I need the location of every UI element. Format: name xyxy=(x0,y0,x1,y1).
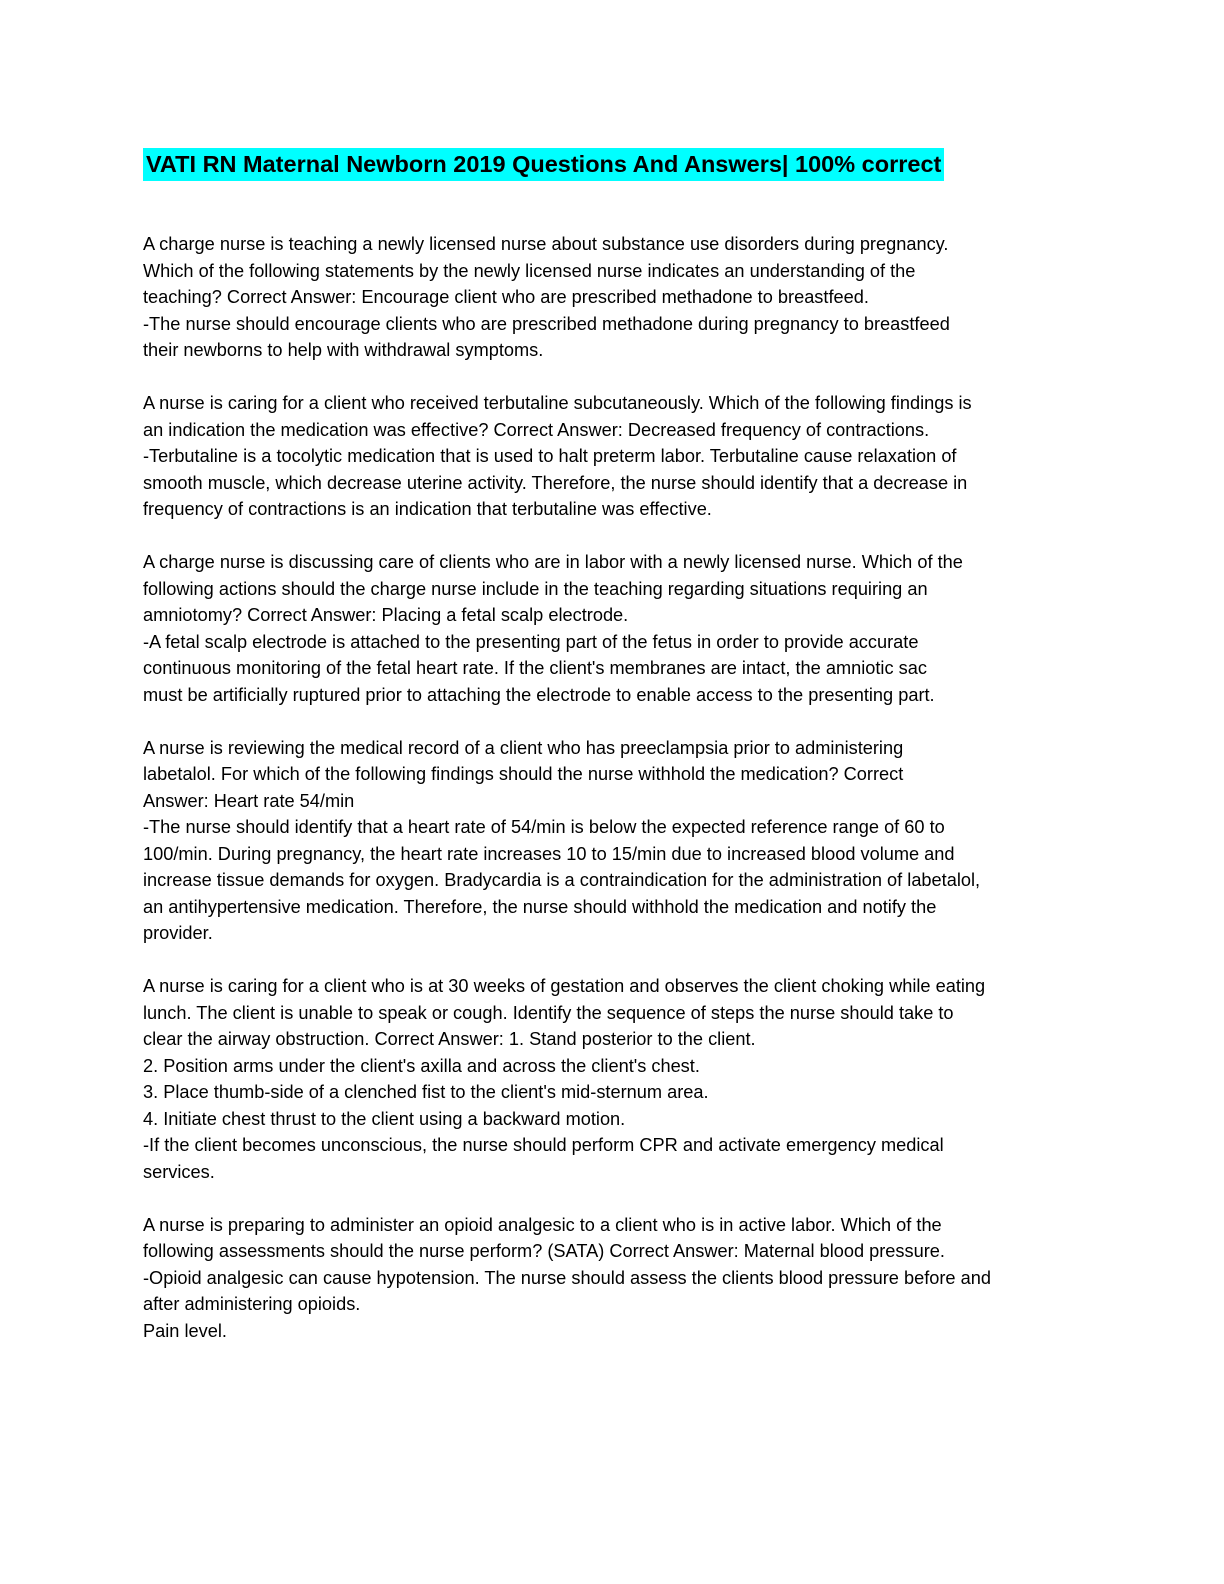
text-line: their newborns to help with withdrawal symptoms. xyxy=(143,340,544,360)
text-line: after administering opioids. xyxy=(143,1294,361,1314)
text-line: 2. Position arms under the client's axilla and across the client's chest. xyxy=(143,1055,700,1076)
text-line: clear the airway obstruction. Correct Answer: 1. Stand posterior to the client. xyxy=(143,1029,756,1049)
text-line: 4. Initiate chest thrust to the client using a backward motion. xyxy=(143,1108,626,1129)
text-line: continuous monitoring of the fetal heart rate. If the client's membranes are intact, the amniotic sac xyxy=(143,658,927,678)
text-line: 100/min. During pregnancy, the heart rate increases 10 to 15/min due to increased blood volume and xyxy=(143,843,955,864)
text-line: amniotomy? Correct Answer: Placing a fetal scalp electrode. xyxy=(143,605,629,625)
text-line: A charge nurse is teaching a newly licensed nurse about substance use disorders during pregnancy. xyxy=(143,234,949,254)
text-line: -The nurse should encourage clients who are prescribed methadone during pregnancy to breastfeed xyxy=(143,313,950,334)
text-line: -Opioid analgesic can cause hypotension. The nurse should assess the clients blood pressure before and xyxy=(143,1267,991,1288)
text-line: following assessments should the nurse perform? (SATA) Correct Answer: Maternal blood pressure. xyxy=(143,1241,945,1261)
text-line: lunch. The client is unable to speak or cough. Identify the sequence of steps the nurse should take to xyxy=(143,1002,954,1023)
text-line: A charge nurse is discussing care of clients who are in labor with a newly licensed nurse. Which of the xyxy=(143,552,963,572)
text-line: A nurse is caring for a client who is at 30 weeks of gestation and observes the client choking while eating xyxy=(143,976,986,996)
qa-block xyxy=(143,549,1083,708)
text-line: increase tissue demands for oxygen. Bradycardia is a contraindication for the administration of labetalol, xyxy=(143,870,981,890)
text-line: frequency of contractions is an indication that terbutaline was effective. xyxy=(143,499,712,519)
text-line: A nurse is reviewing the medical record of a client who has preeclampsia prior to administering xyxy=(143,737,904,758)
text-line: -If the client becomes unconscious, the nurse should perform CPR and activate emergency medical xyxy=(143,1135,944,1155)
text-line: Pain level. xyxy=(143,1320,227,1341)
qa-block xyxy=(143,231,1083,364)
qa-block xyxy=(143,973,1083,1185)
text-line: an antihypertensive medication. Therefore, the nurse should withhold the medication and notify the xyxy=(143,896,937,917)
text-line: Which of the following statements by the newly licensed nurse indicates an understanding of the xyxy=(143,260,916,281)
text-line: services. xyxy=(143,1161,215,1182)
text-line: following actions should the charge nurse include in the teaching regarding situations requiring an xyxy=(143,578,928,599)
qa-block xyxy=(143,735,1083,947)
document-body xyxy=(143,231,1083,1371)
text-line: an indication the medication was effective? Correct Answer: Decreased frequency of contractions. xyxy=(143,419,930,440)
qa-block xyxy=(143,1212,1083,1345)
text-line: -The nurse should identify that a heart rate of 54/min is below the expected reference range of 60 to xyxy=(143,817,945,837)
text-line: must be artificially ruptured prior to attaching the electrode to enable access to the presenting part. xyxy=(143,684,935,705)
text-line: A nurse is caring for a client who received terbutaline subcutaneously. Which of the following findings is xyxy=(143,393,972,413)
text-line: A nurse is preparing to administer an opioid analgesic to a client who is in active labor. Which of the xyxy=(143,1214,942,1235)
text-line: -Terbutaline is a tocolytic medication that is used to halt preterm labor. Terbutaline cause relaxation of xyxy=(143,446,957,466)
text-line: -A fetal scalp electrode is attached to the presenting part of the fetus in order to provide accurate xyxy=(143,631,919,652)
qa-block xyxy=(143,390,1083,523)
text-line: labetalol. For which of the following findings should the nurse withhold the medication? Correct xyxy=(143,764,904,784)
text-line: smooth muscle, which decrease uterine activity. Therefore, the nurse should identify that a decrease in xyxy=(143,472,968,493)
text-line: 3. Place thumb-side of a clenched fist to the client's mid-sternum area. xyxy=(143,1082,709,1102)
text-line: provider. xyxy=(143,923,213,943)
document-title: VATI RN Maternal Newborn 2019 Questions And Answers| 100% correct xyxy=(143,148,944,181)
text-line: Answer: Heart rate 54/min xyxy=(143,790,355,811)
text-line: teaching? Correct Answer: Encourage client who are prescribed methadone to breastfeed. xyxy=(143,287,869,307)
